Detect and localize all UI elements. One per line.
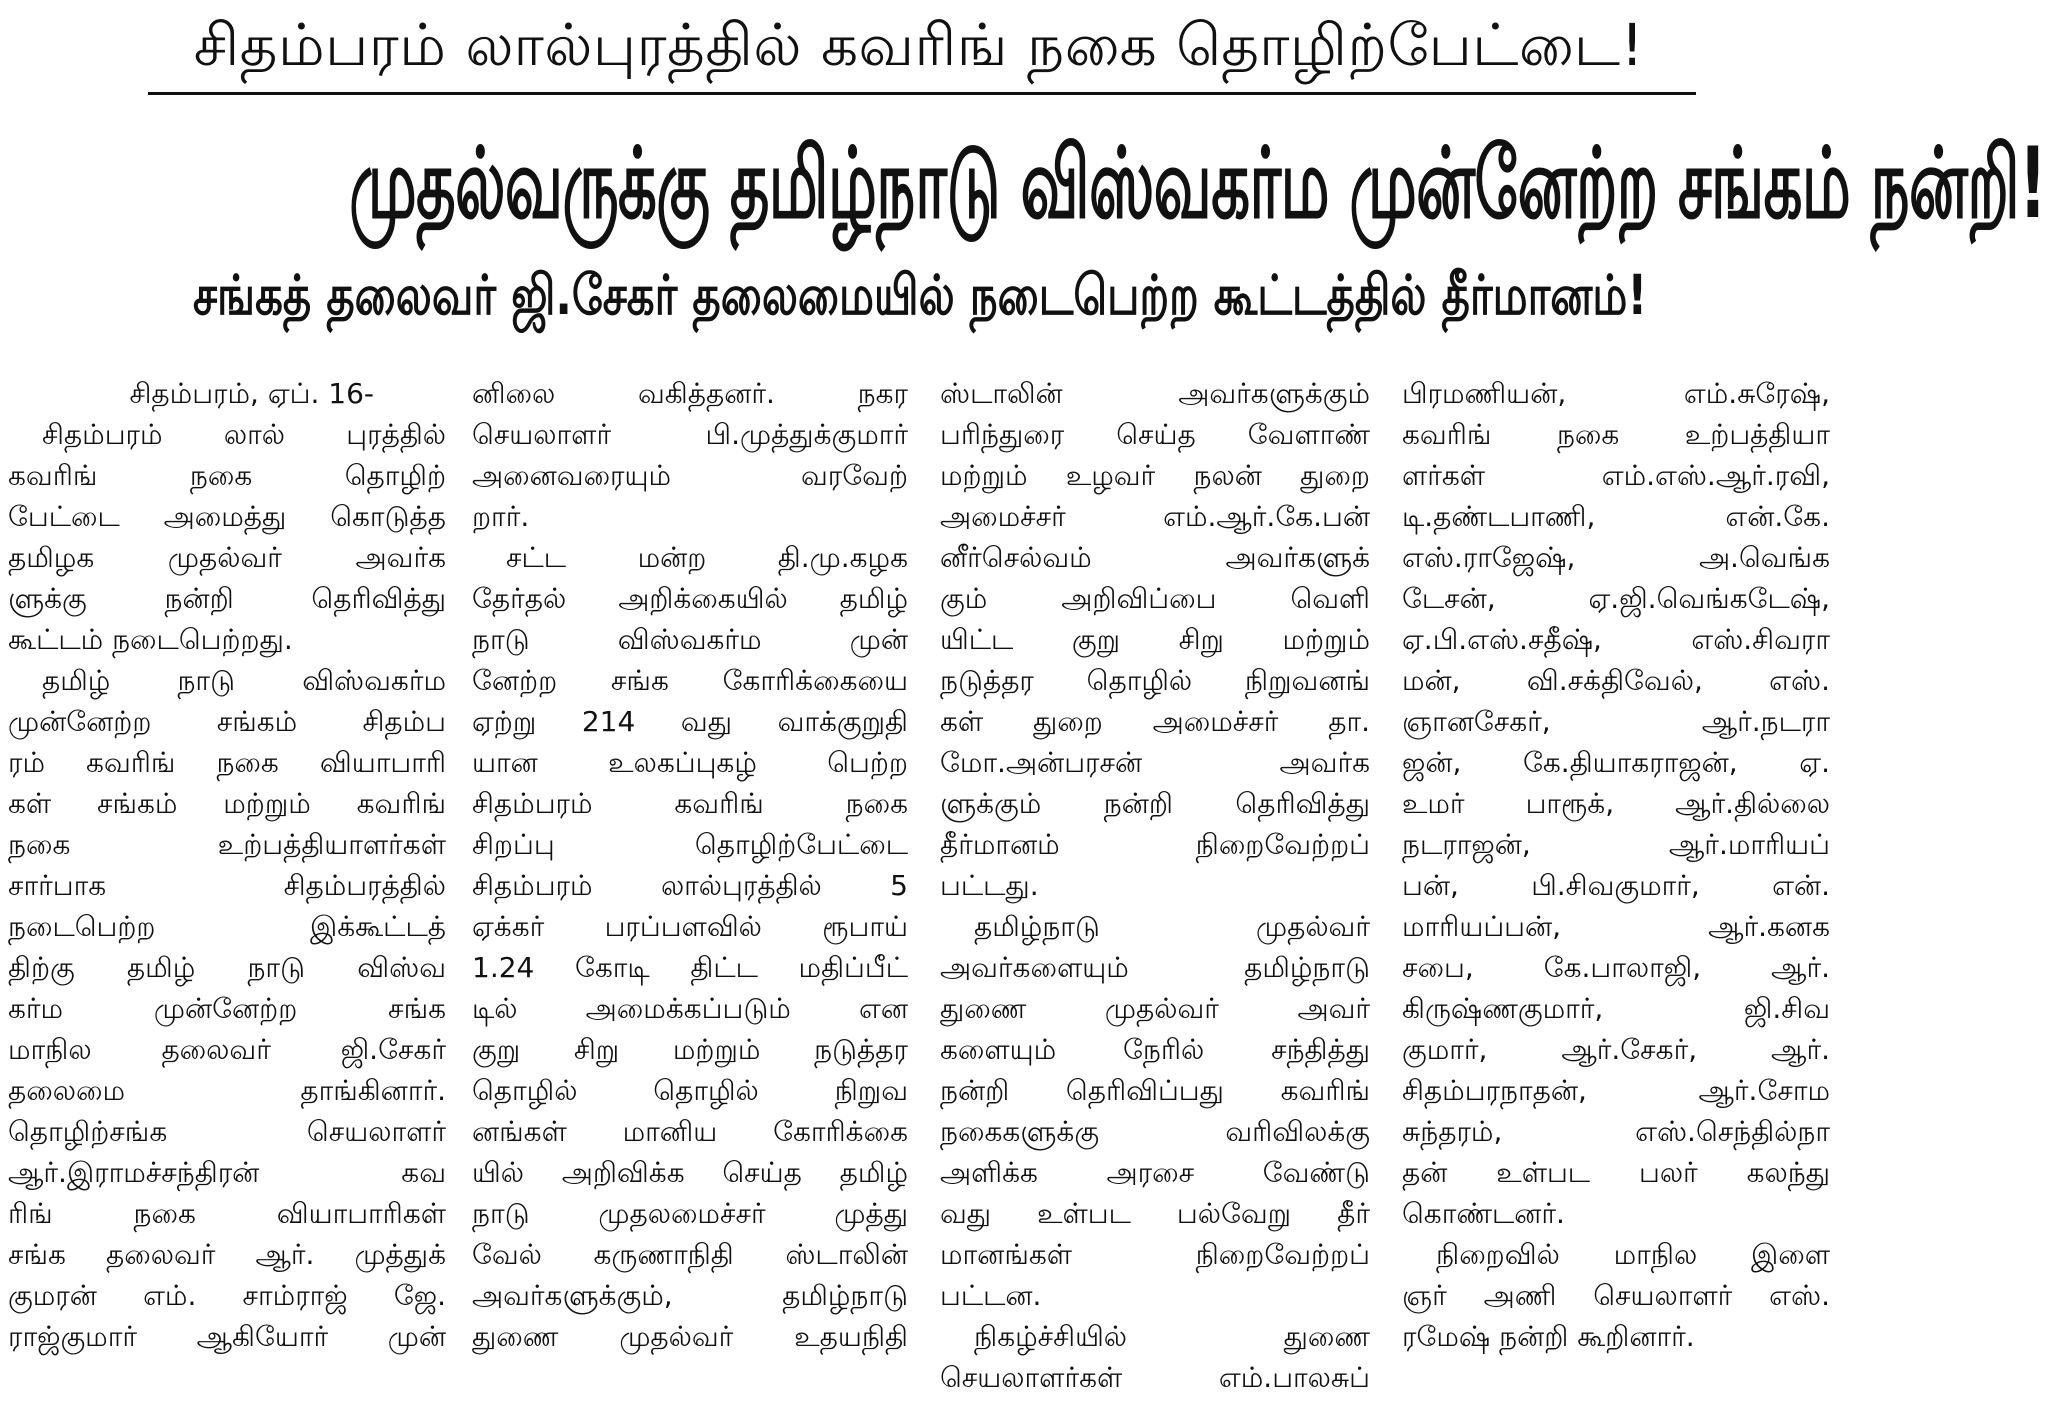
body-line: எஸ்.ராஜேஷ், அ.வெங்க [1402, 541, 1830, 574]
body-line: கவரிங் நகை தொழிற் [8, 459, 446, 492]
body-line: ஞானசேகர், ஆர்.நடரா [1402, 705, 1830, 738]
kicker-headline: சிதம்பரம் லால்புரத்தில் கவரிங் நகை தொழிற்பேட்டை! [193, 11, 1645, 79]
body-line: நகை உற்பத்தியாளர்கள் [8, 828, 446, 861]
body-line: னிலை வகித்தனர். நகர [472, 377, 908, 410]
body-line: நாடு முதலமைச்சர் முத்து [472, 1197, 908, 1230]
body-line: ஏற்று 214 வது வாக்குறுதி [472, 705, 908, 738]
headline-divider [148, 92, 1696, 95]
body-line: செயலாளர்கள் எம்.பாலசுப் [940, 1361, 1370, 1394]
body-line: ரமேஷ் நன்றி கூறினார். [1402, 1320, 1695, 1353]
body-column-4 [1402, 373, 1830, 1357]
body-line: உமர் பாரூக், ஆர்.தில்லை [1402, 787, 1830, 820]
body-line: குமரன் எம். சாம்ராஜ் ஜே. [8, 1279, 446, 1312]
body-line: கர்ம முன்னேற்ற சங்க [8, 992, 446, 1025]
body-line: குமார், ஆர்.சேகர், ஆர். [1402, 1033, 1830, 1066]
body-line: அமைச்சர் எம்.ஆர்.கே.பன் [940, 500, 1370, 533]
body-line: பிரமணியன், எம்.சுரேஷ், [1402, 377, 1830, 410]
body-line: நகைகளுக்கு வரிவிலக்கு [940, 1115, 1370, 1148]
body-line: சிதம்பரம் கவரிங் நகை [472, 787, 908, 820]
body-line: யான உலகப்புகழ் பெற்ற [472, 746, 908, 779]
body-line: திற்கு தமிழ் நாடு விஸ்வ [8, 951, 446, 984]
body-line: கிருஷ்ணகுமார், ஜி.சிவ [1402, 992, 1830, 1025]
body-line: பரிந்துரை செய்த வேளாண் [940, 418, 1370, 451]
body-line: மாரியப்பன், ஆர்.கனக [1402, 910, 1830, 943]
body-line: சபை, கே.பாலாஜி, ஆர். [1402, 951, 1830, 984]
body-line: யிட்ட குறு சிறு மற்றும் [940, 623, 1370, 656]
body-line: தீர்மானம் நிறைவேற்றப் [940, 828, 1370, 861]
body-line: மானங்கள் நிறைவேற்றப் [940, 1238, 1370, 1271]
body-line: னங்கள் மானிய கோரிக்கை [472, 1115, 908, 1148]
body-line: பேட்டை அமைத்து கொடுத்த [8, 500, 446, 533]
main-headline: முதல்வருக்கு தமிழ்நாடு விஸ்வகர்ம முன்னேற்ற சங்கம் நன்றி! [349, 127, 2046, 241]
sub-headline: சங்கத் தலைவர் ஜி.சேகர் தலைமையில் நடைபெற்ற கூட்டத்தில் தீர்மானம்! [192, 263, 1648, 327]
body-line: பட்டது. [940, 869, 1039, 902]
body-line: சங்க தலைவர் ஆர். முத்துக் [8, 1238, 446, 1271]
body-line: நிகழ்ச்சியில் துணை [974, 1320, 1370, 1353]
body-line: சுந்தரம், எஸ்.செந்தில்நா [1402, 1115, 1830, 1148]
body-line: கவரிங் நகை உற்பத்தியா [1402, 418, 1830, 451]
body-line: ராஜ்குமார் ஆகியோர் முன் [8, 1320, 446, 1353]
body-line: அளிக்க அரசை வேண்டு [940, 1156, 1370, 1189]
body-line: நாடு விஸ்வகர்ம முன் [472, 623, 908, 656]
body-line: பட்டன. [940, 1279, 1042, 1312]
body-line: னீர்செல்வம் அவர்களுக் [940, 541, 1370, 574]
body-line: ஜன், கே.தியாகராஜன், ஏ. [1402, 746, 1830, 779]
dateline: சிதம்பரம், ஏப். 16- [129, 377, 374, 410]
body-line: துணை முதல்வர் அவர் [940, 992, 1370, 1025]
body-line: ரிங் நகை வியாபாரிகள் [8, 1197, 446, 1230]
article-body [0, 373, 1838, 1426]
body-line: வது உள்பட பல்வேறு தீர் [940, 1197, 1370, 1230]
body-line: மற்றும் உழவர் நலன் துறை [940, 459, 1370, 492]
body-line: கூட்டம் நடைபெற்றது. [8, 623, 293, 656]
body-line: மாநில தலைவர் ஜி.சேகர் [8, 1033, 446, 1066]
body-line: தொழிற்சங்க செயலாளர் [8, 1115, 446, 1148]
body-line: மோ.அன்பரசன் அவர்க [940, 746, 1370, 779]
body-line: நடுத்தர தொழில் நிறுவனங் [940, 664, 1370, 697]
body-line: ரம் கவரிங் நகை வியாபாரி [8, 746, 446, 779]
body-line: களையும் நேரில் சந்தித்து [940, 1033, 1370, 1066]
body-line: றார். [472, 500, 530, 533]
body-line: அவர்களையும் தமிழ்நாடு [940, 951, 1370, 984]
body-line: டில் அமைக்கப்படும் என [472, 992, 908, 1025]
body-line: 1.24 கோடி திட்ட மதிப்பீட் [472, 951, 908, 984]
body-line: யில் அறிவிக்க செய்த தமிழ் [472, 1156, 908, 1189]
body-line: துணை முதல்வர் உதயநிதி [472, 1320, 908, 1353]
body-line: ஸ்டாலின் அவர்களுக்கும் [940, 377, 1370, 410]
body-column-3 [940, 373, 1370, 1398]
body-line: நடராஜன், ஆர்.மாரியப் [1402, 828, 1830, 861]
body-line: தலைமை தாங்கினார். [8, 1074, 446, 1107]
body-line: ளுக்கும் நன்றி தெரிவித்து [940, 787, 1370, 820]
body-line: தமிழ்நாடு முதல்வர் [974, 910, 1370, 943]
body-line: ஞர் அணி செயலாளர் எஸ். [1402, 1279, 1830, 1312]
body-line: ஏக்கர் பரப்பளவில் ரூபாய் [472, 910, 908, 943]
body-line: ஆர்.இராமச்சந்திரன் கவ [8, 1156, 446, 1189]
body-line: தன் உள்பட பலர் கலந்து [1402, 1156, 1830, 1189]
body-line: கும் அறிவிப்பை வெளி [940, 582, 1370, 615]
body-line: டி.தண்டபாணி, என்.கே. [1402, 500, 1830, 533]
body-line: னேற்ற சங்க கோரிக்கையை [472, 664, 908, 697]
body-line: அவர்களுக்கும், தமிழ்நாடு [472, 1279, 908, 1312]
body-line: குறு சிறு மற்றும் நடுத்தர [472, 1033, 908, 1066]
body-column-2 [472, 373, 908, 1357]
body-line: நன்றி தெரிவிப்பது கவரிங் [940, 1074, 1370, 1107]
body-line: செயலாளர் பி.முத்துக்குமார் [472, 418, 908, 451]
body-line: ளர்கள் எம்.எஸ்.ஆர்.ரவி, [1402, 459, 1830, 492]
body-line: தமிழ் நாடு விஸ்வகர்ம [42, 664, 446, 697]
body-line: சார்பாக சிதம்பரத்தில் [8, 869, 446, 902]
body-line: சட்ட மன்ற தி.மு.கழக [506, 541, 908, 574]
body-line: வேல் கருணாநிதி ஸ்டாலின் [472, 1238, 908, 1271]
body-line: முன்னேற்ற சங்கம் சிதம்ப [8, 705, 446, 738]
body-line: பன், பி.சிவகுமார், என். [1402, 869, 1830, 902]
body-line: அனைவரையும் வரவேற் [472, 459, 908, 492]
body-line: தேர்தல் அறிக்கையில் தமிழ் [472, 582, 908, 615]
body-line: சிறப்பு தொழிற்பேட்டை [472, 828, 908, 861]
body-column-1 [8, 373, 446, 1357]
body-line: சிதம்பரம் லால் புரத்தில் [42, 418, 446, 451]
body-line: சிதம்பரம் லால்புரத்தில் 5 [472, 869, 908, 902]
body-line: மன், வி.சக்திவேல், எஸ். [1402, 664, 1830, 697]
body-line: ஏ.பி.எஸ்.சதீஷ், எஸ்.சிவரா [1402, 623, 1830, 656]
body-line: நிறைவில் மாநில இளை [1436, 1238, 1830, 1271]
body-line: கள் துறை அமைச்சர் தா. [940, 705, 1370, 738]
body-line: ளுக்கு நன்றி தெரிவித்து [8, 582, 446, 615]
body-line: சிதம்பரநாதன், ஆர்.சோம [1402, 1074, 1830, 1107]
body-line: கொண்டனர். [1402, 1197, 1565, 1230]
body-line: டேசன், ஏ.ஜி.வெங்கடேஷ், [1402, 582, 1830, 615]
body-line: தமிழக முதல்வர் அவர்க [8, 541, 446, 574]
body-line: நடைபெற்ற இக்கூட்டத் [8, 910, 446, 943]
body-line: கள் சங்கம் மற்றும் கவரிங் [8, 787, 446, 820]
body-line: தொழில் தொழில் நிறுவ [472, 1074, 908, 1107]
